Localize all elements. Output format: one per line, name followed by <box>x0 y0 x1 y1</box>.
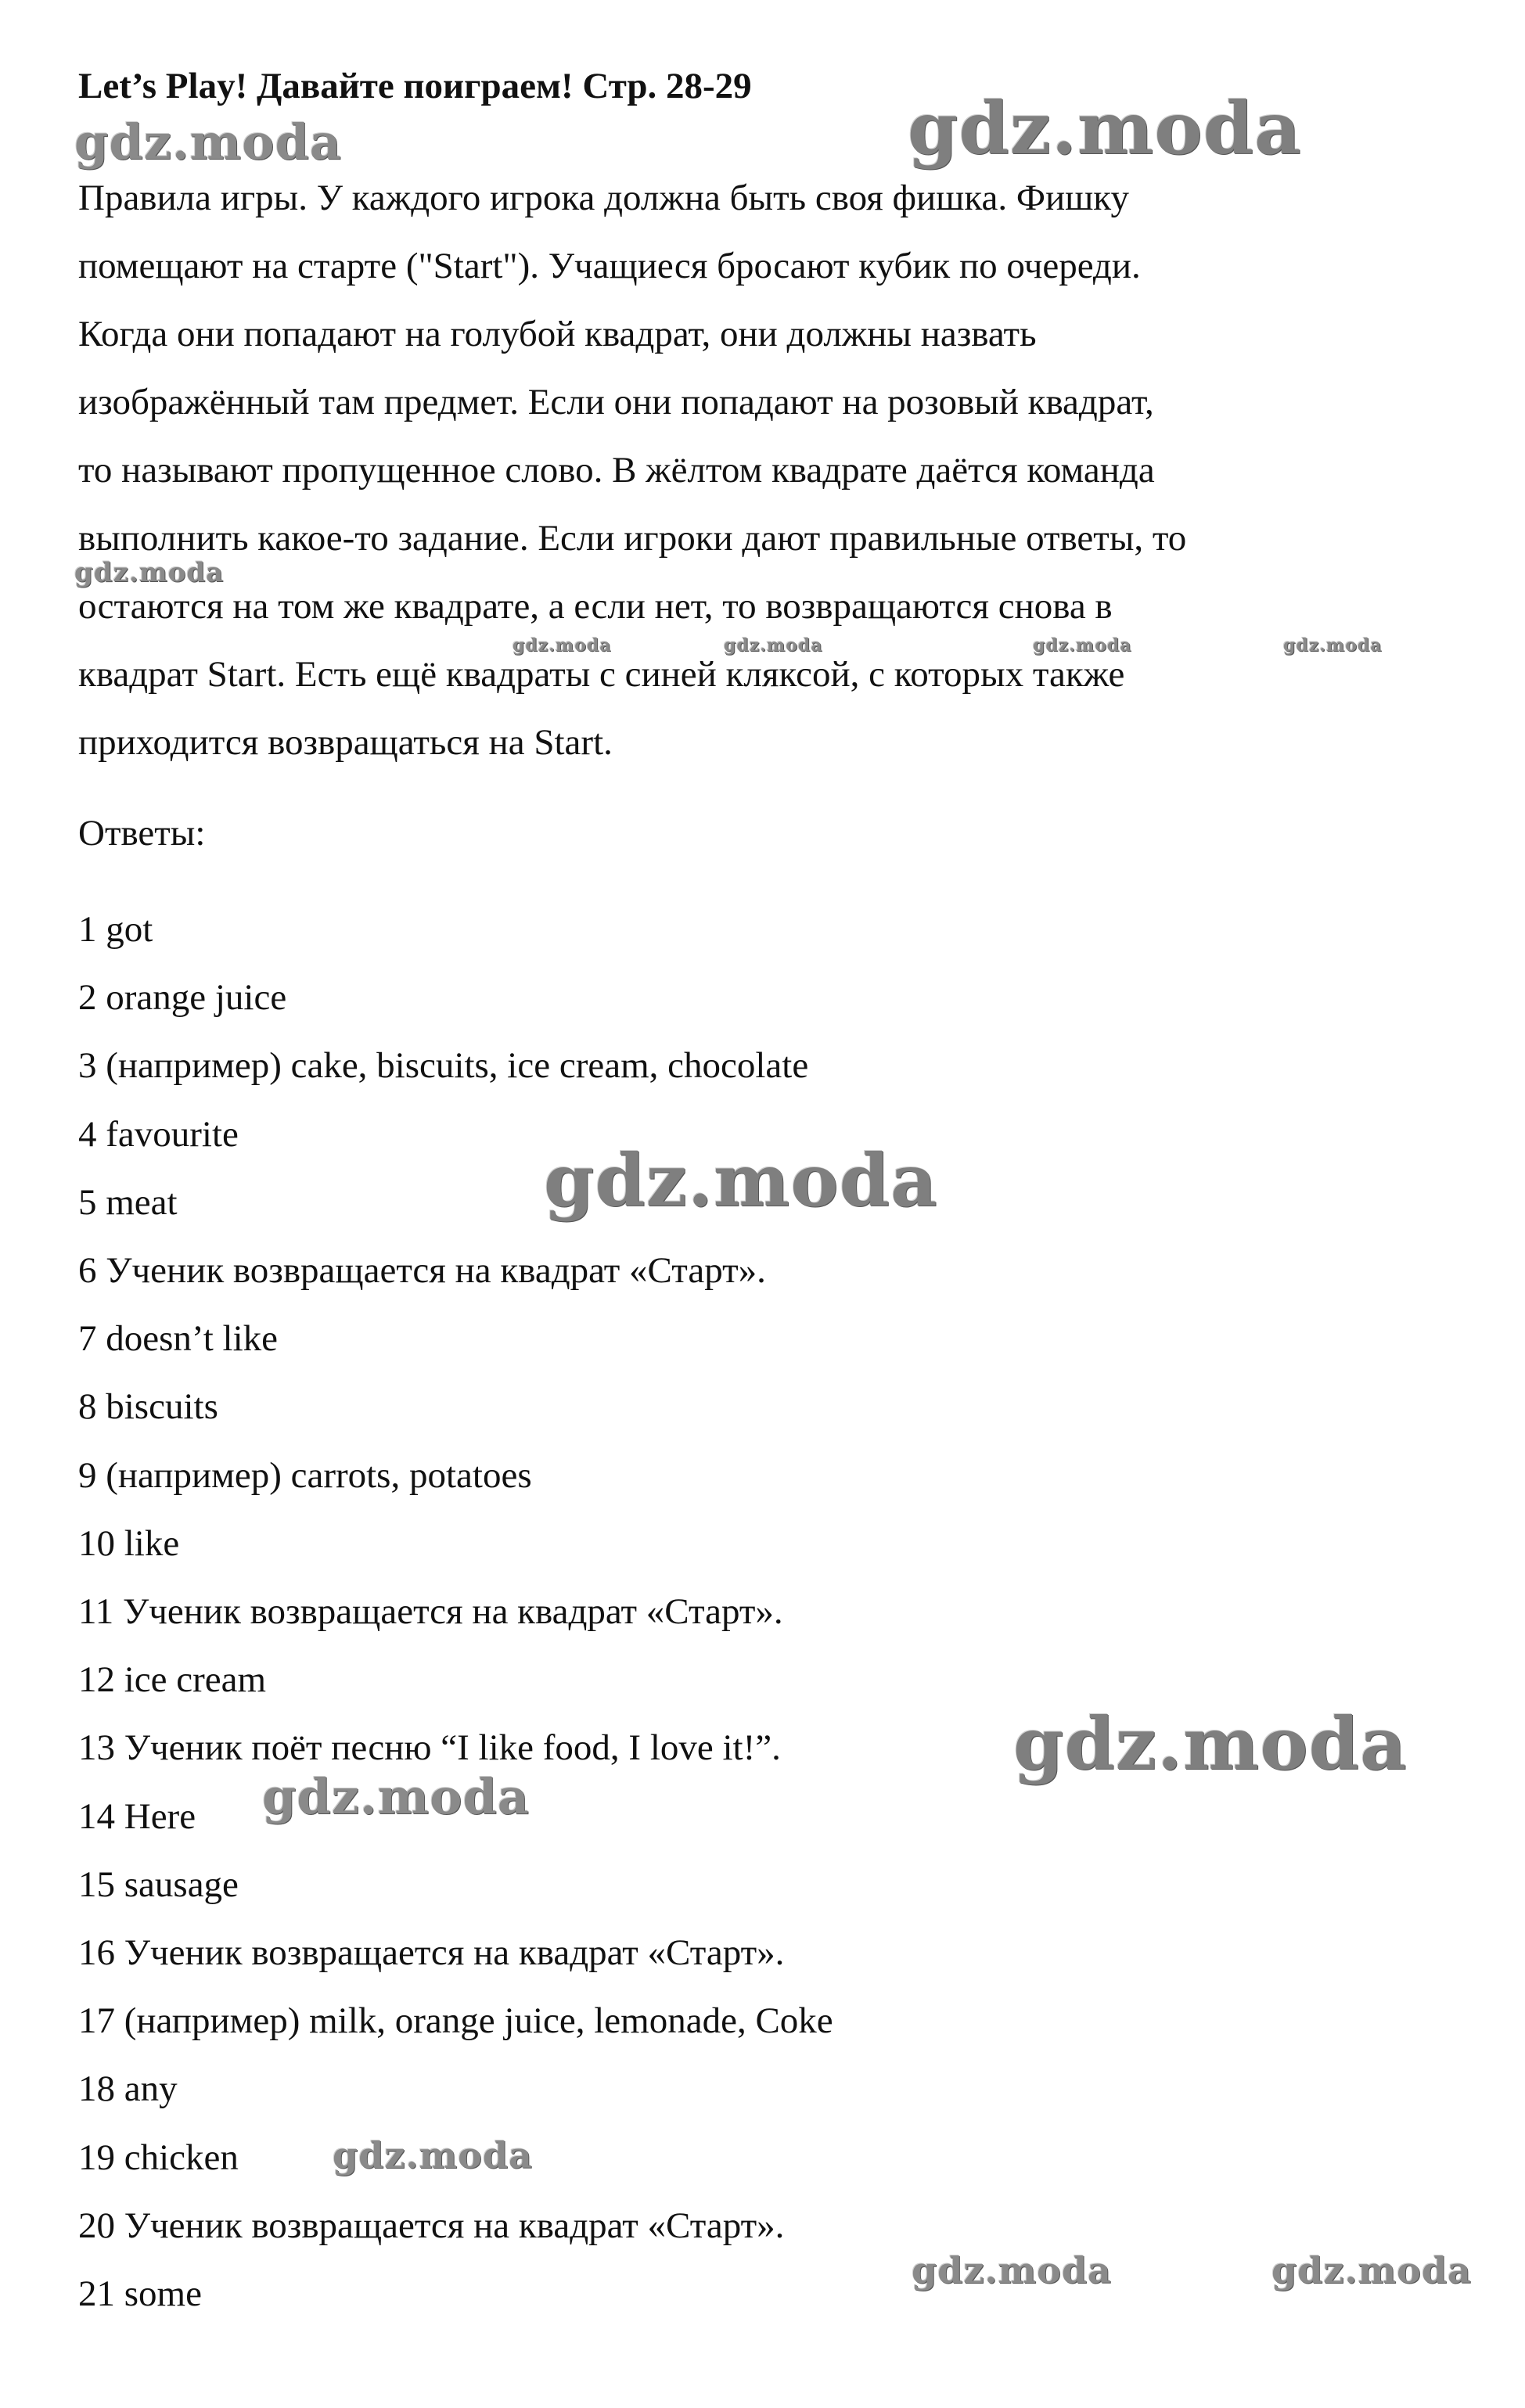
watermark: gdz.moda <box>1271 2249 1472 2291</box>
answer-item: 11 Ученик возвращается на квадрат «Старт». <box>78 1591 783 1633</box>
answer-item: 3 (например) cake, biscuits, ice cream, chocolate <box>78 1045 809 1087</box>
watermark: gdz.moda <box>74 557 225 588</box>
rules-paragraph <box>78 164 1479 777</box>
watermark: gdz.moda <box>333 2134 533 2176</box>
answer-item: 12 ice cream <box>78 1659 267 1701</box>
answer-item: 15 sausage <box>78 1864 239 1905</box>
answer-item: 17 (например) milk, orange juice, lemonade, Coke <box>78 2000 833 2042</box>
rules-line: выполнить какое-то задание. Если игроки дают правильные ответы, то <box>78 518 1187 559</box>
watermark: gdz.moda <box>1033 635 1132 656</box>
answer-item: 20 Ученик возвращается на квадрат «Старт». <box>78 2205 785 2246</box>
rules-line: помещают на старте ("Start"). Учащиеся бросают кубик по очереди. <box>78 246 1141 286</box>
answer-item: 8 biscuits <box>78 1386 218 1428</box>
rules-line: квадрат Start. Есть ещё квадраты с синей кляксой, с которых также <box>78 654 1125 695</box>
watermark: gdz.moda <box>544 1138 938 1223</box>
answer-item: 9 (например) carrots, potatoes <box>78 1454 532 1496</box>
watermark: gdz.moda <box>1013 1702 1408 1786</box>
watermark: gdz.moda <box>724 635 823 656</box>
answer-item: 14 Here <box>78 1795 196 1837</box>
answer-item: 18 any <box>78 2068 178 2110</box>
answer-item: 13 Ученик поёт песню “I like food, I love it!”. <box>78 1727 781 1769</box>
rules-line: приходится возвращаться на Start. <box>78 722 613 763</box>
rules-line: изображённый там предмет. Если они попадают на розовый квадрат, <box>78 382 1154 422</box>
answer-item: 5 meat <box>78 1181 178 1223</box>
answer-item: 21 some <box>78 2273 202 2315</box>
answer-item: 10 like <box>78 1522 180 1564</box>
answer-item: 19 chicken <box>78 2137 239 2178</box>
answers-list <box>78 896 833 2328</box>
watermark: gdz.moda <box>262 1768 530 1825</box>
rules-line: остаются на том же квадрате, а если нет, то возвращаются снова в <box>78 586 1113 627</box>
watermark: gdz.moda <box>908 86 1302 171</box>
rules-line: то называют пропущенное слово. В жёлтом квадрате даётся команда <box>78 450 1155 491</box>
rules-line: Правила игры. У каждого игрока должна быть своя фишка. Фишку <box>78 178 1129 218</box>
answer-item: 4 favourite <box>78 1113 239 1155</box>
answer-item: 6 Ученик возвращается на квадрат «Старт». <box>78 1250 766 1292</box>
answers-heading: Ответы: <box>78 813 206 854</box>
rules-line: Когда они попадают на голубой квадрат, они должны назвать <box>78 314 1037 354</box>
answer-item: 7 doesn’t like <box>78 1318 278 1360</box>
page-title: Let’s Play! Давайте поиграем! Стр. 28-29 <box>78 66 752 106</box>
watermark: gdz.moda <box>74 113 342 171</box>
watermark: gdz.moda <box>912 2249 1112 2291</box>
watermark: gdz.moda <box>513 635 612 656</box>
watermark: gdz.moda <box>1283 635 1383 656</box>
answer-item: 16 Ученик возвращается на квадрат «Старт». <box>78 1932 785 1974</box>
answer-item: 2 orange juice <box>78 977 287 1019</box>
answer-item: 1 got <box>78 909 153 950</box>
